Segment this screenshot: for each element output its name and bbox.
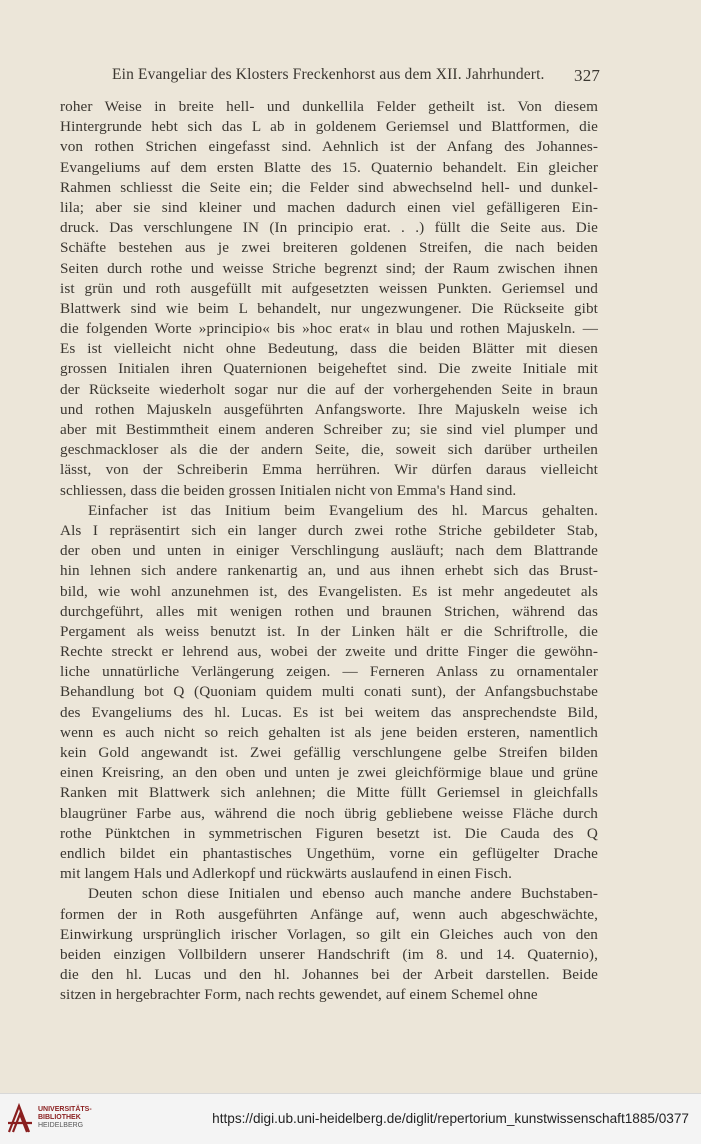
text-line: mit langem Hals und Adlerkopf und rückwärts auslaufend in einen Fisch. bbox=[60, 865, 512, 883]
text-line: einen Kreisring, an den oben und unten je zwei gleichförmige blaue und grüne bbox=[60, 764, 598, 782]
text-line: Schäfte bestehen aus je zwei breiteren goldenen Streifen, die nach beiden bbox=[60, 239, 598, 257]
text-line: und rothen Majuskeln ausgeführten Anfangsworte. Ihre Majuskeln weise ich bbox=[60, 400, 598, 418]
text-line: rothe Pünktchen in symmetrischen Figuren besetzt ist. Die Cauda des Q bbox=[60, 824, 598, 842]
text-line: der Rückseite wiederholt sogar nur die auf der vorhergehenden Seite in braun bbox=[60, 380, 598, 398]
text-line: lässt, von der Schreiberin Emma herrühren. Wir dürfen daraus vielleicht bbox=[60, 461, 598, 479]
running-title: Ein Evangeliar des Klosters Freckenhorst aus dem XII. Jahrhundert. bbox=[112, 66, 545, 83]
page-number: 327 bbox=[574, 66, 600, 85]
text-line: die den hl. Lucas und den hl. Johannes bei der Arbeit darstellen. Beide bbox=[60, 966, 598, 984]
text-line: sitzen in hergebrachter Form, nach rechts gewendet, auf einem Schemel ohne bbox=[60, 986, 538, 1004]
text-line: liche unnatürliche Verlängerung zeigen. — Ferneren Anlass zu ornamentaler bbox=[60, 663, 598, 681]
text-line: Pergament als weiss benutzt ist. In der Linken hält er die Schriftrolle, die bbox=[60, 622, 598, 640]
text-line: kein Gold angewandt ist. Zwei gefällig verschlungene gelbe Streifen bilden bbox=[60, 744, 598, 761]
text-line: hin lehnen sich andere rankenartig an, und aus ihnen erhebt sich das Brust- bbox=[60, 562, 598, 580]
text-line: Behandlung bot Q (Quoniam quidem multi conati sunt), der Anfangsbuchstabe bbox=[60, 683, 598, 701]
text-line: Ranken mit Blattwerk sich anlehnen; die Mitte füllt Geriemsel in gleichfalls bbox=[60, 784, 598, 802]
text-line: beiden einzigen Vollbildern unserer Handschrift (im 8. und 14. Quaternio), bbox=[60, 945, 598, 963]
text-line: Einwirkung ursprünglich irischer Vorlagen, so gilt ein Gleiches auch von den bbox=[60, 925, 598, 943]
running-header bbox=[60, 66, 600, 86]
text-line: formen der in Roth ausgeführten Anfänge auf, wenn auch abgeschwächte, bbox=[60, 905, 598, 923]
source-url-link[interactable]: https://digi.ub.uni-heidelberg.de/diglit/repertorium_kunstwissenschaft1885/0377 bbox=[212, 1111, 689, 1126]
university-library-logo-icon bbox=[6, 1102, 34, 1136]
text-line: Seiten durch rothe und weisse Striche begrenzt sind; der Raum zwischen ihnen bbox=[60, 259, 598, 277]
text-line: die folgenden Worte »principio« bis »hoc erat« in blau und rothen Majuskeln. — bbox=[60, 320, 598, 338]
text-line: endlich bildet ein phantastisches Ungethüm, vorne ein geflügelter Drache bbox=[60, 844, 598, 862]
text-line: bild, wie wohl anzunehmen ist, des Evangelisten. Es ist mehr angedeutet als bbox=[60, 582, 598, 600]
text-line: Einfacher ist das Initium beim Evangelium des hl. Marcus gehalten. bbox=[88, 501, 598, 519]
text-line: von rothen Strichen eingefasst sind. Aehnlich ist der Anfang des Johannes- bbox=[60, 138, 598, 156]
text-line: Rechte streckt er lehrend aus, wobei der zweite und dritte Finger die gewöhn- bbox=[60, 643, 598, 661]
text-line: Blattwerk sind wie beim L behandelt, nur ungezwungener. Die Rückseite gibt bbox=[60, 299, 598, 317]
text-line: des Evangeliums des hl. Lucas. Es ist bei weitem das ansprechendste Bild, bbox=[60, 703, 598, 721]
text-line: Es ist vielleicht nicht ohne Bedeutung, dass die beiden Blätter mit diesen bbox=[60, 340, 598, 358]
body-text bbox=[60, 97, 598, 1005]
text-line: der oben und unten in einiger Verschlingung ausläuft; nach dem Blattrande bbox=[60, 542, 598, 560]
text-line: geschmackloser als die der andern Seite, die, soweit sich darüber urtheilen bbox=[60, 441, 598, 459]
text-line: Deuten schon diese Initialen und ebenso auch manche andere Buchstaben- bbox=[88, 885, 598, 903]
text-line: blaugrüner Farbe aus, während die noch übrig gebliebene weisse Fläche durch bbox=[60, 804, 598, 822]
text-line: Evangeliums auf dem ersten Blatte des 15. Quaternio behandelt. Ein gleicher bbox=[60, 158, 598, 176]
text-line: Als I repräsentirt sich ein langer durch zwei rothe Striche gebildeter Stab, bbox=[60, 521, 598, 539]
footer-bar bbox=[0, 1093, 701, 1144]
text-line: Rahmen schliesst die Seite ein; die Felder sind abwechselnd hell- und dunkel- bbox=[60, 178, 598, 196]
text-line: Hintergrunde hebt sich das L ab in goldenem Geriemsel und Blattformen, die bbox=[60, 118, 598, 136]
text-line: lila; aber sie sind kleiner und machen dadurch einen viel gefälligeren Ein- bbox=[60, 198, 598, 216]
text-line: wenn es auch nicht so reich gehalten ist als jene beiden ersteren, namentlich bbox=[60, 723, 598, 741]
text-line: roher Weise in breite hell- und dunkellila Felder getheilt ist. Von diesem bbox=[60, 98, 598, 115]
text-line: aber mit Bestimmtheit einem anderen Schreiber zu; sie sind viel plumper und bbox=[60, 421, 598, 438]
text-line: ist grün und roth ausgefüllt mit aufgesetzten weissen Punkten. Geriemsel und bbox=[60, 279, 598, 297]
text-line: schliessen, dass die beiden grossen Initialen nicht von Emma's Hand sind. bbox=[60, 481, 517, 499]
text-line: druck. Das verschlungene IN (In principio erat. . .) füllt die Seite aus. Die bbox=[60, 219, 598, 237]
library-name: UNIVERSITÄTS- BIBLIOTHEK HEIDELBERG bbox=[38, 1106, 92, 1130]
text-line: durchgeführt, alles mit wenigen rothen und braunen Strichen, während das bbox=[60, 602, 598, 620]
text-line: grossen Initialen ihren Quaternionen beigeheftet sind. Die zweite Initiale mit bbox=[60, 360, 598, 378]
